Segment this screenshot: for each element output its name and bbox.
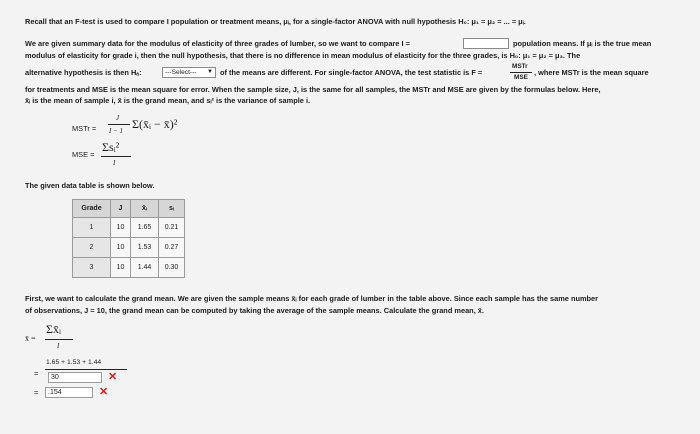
mstr-coef-denominator: I − 1 — [109, 127, 124, 135]
cell-grade: 2 — [73, 238, 111, 258]
f-numerator: MSTr — [512, 63, 528, 70]
cell-s: 0.30 — [159, 258, 185, 278]
denominator-answer-input[interactable]: 30 — [48, 372, 102, 383]
step-numerator: 1.65 + 1.53 + 1.44 — [46, 359, 102, 366]
cell-j: 10 — [111, 218, 131, 238]
mstr-sum: Σ(x̄ᵢ − x̄)² — [132, 117, 178, 131]
step-equals-1: = — [34, 369, 39, 378]
cell-j: 10 — [111, 238, 131, 258]
cell-s: 0.27 — [159, 238, 185, 258]
intro-line-2b: population means. If μᵢ is the true mean — [513, 39, 652, 48]
intro-line-5: for treatments and MSE is the mean square for error. When the sample size, J, is the same for all samples, the MSTr and MSE are given by the formulas below. Here, — [25, 85, 601, 94]
mstr-fraction-bar — [108, 124, 130, 125]
header-grade: Grade — [73, 200, 111, 218]
chevron-down-icon: ▼ — [207, 69, 213, 75]
alternative-select-value: ---Select--- — [165, 69, 197, 76]
mstr-label: MSTr = — [72, 124, 97, 133]
intro-line-6: x̄ᵢ is the mean of sample i, x̄ is the grand mean, and sᵢ² is the variance of sample i. — [25, 96, 311, 105]
table-intro: The given data table is shown below. — [25, 181, 155, 190]
mstr-coef-numerator: J — [116, 114, 120, 122]
intro-line-4c: , where MSTr is the mean square — [534, 68, 649, 77]
cell-xbar: 1.53 — [131, 238, 159, 258]
wrong-mark-icon: ✕ — [99, 386, 109, 398]
cell-j: 10 — [111, 258, 131, 278]
header-j: J — [111, 200, 131, 218]
i-value-input[interactable] — [463, 38, 509, 49]
xbar-label: x̄ = — [25, 334, 36, 343]
table-row — [73, 238, 185, 258]
mse-fraction-bar — [101, 156, 131, 157]
intro-line-3: modulus of elasticity for grade i, then the null hypothesis, that there is no difference in mean modulus of elasticity for the three grades, is H₀: μ₁ = μ₂ = μ₃. The — [25, 51, 581, 60]
step-fraction-bar — [45, 369, 127, 370]
step-equals-2: = — [34, 388, 39, 397]
cell-grade: 3 — [73, 258, 111, 278]
wrong-mark-icon: ✕ — [108, 371, 118, 383]
grand-mean-answer-input[interactable]: .154 — [45, 387, 93, 398]
table-header-row — [73, 200, 185, 218]
cell-s: 0.21 — [159, 218, 185, 238]
xbar-fraction-bar — [45, 339, 73, 340]
table-row — [73, 218, 185, 238]
f-denominator: MSE — [514, 74, 528, 81]
cell-xbar: 1.44 — [131, 258, 159, 278]
table-row — [73, 258, 185, 278]
intro-line-1: Recall that an F-test is used to compare I population or treatment means, μᵢ, for a single-factor ANOVA with null hypothesis H₀: μ₁ = μ₂ = ... = μᵢ. — [25, 17, 526, 26]
grand-mean-text-2: of observations, J = 10, the grand mean can be computed by taking the average of the sample means. Calculate the grand mean, x̄. — [25, 306, 484, 315]
intro-line-4a: alternative hypothesis is then Hₐ: — [25, 68, 142, 77]
header-s: sᵢ — [159, 200, 185, 218]
intro-line-4b: of the means are different. For single-factor ANOVA, the test statistic is F = — [220, 68, 483, 77]
mse-label: MSE = — [72, 150, 95, 159]
xbar-denominator: I — [57, 342, 60, 350]
alternative-select[interactable] — [162, 67, 216, 78]
mse-numerator: Σsᵢ² — [102, 140, 120, 154]
grand-mean-text-1: First, we want to calculate the grand mean. We are given the sample means x̄ᵢ for each grade of lumber in the table above. Since each sample has the same number — [25, 294, 599, 303]
cell-xbar: 1.65 — [131, 218, 159, 238]
data-table — [72, 199, 185, 278]
intro-line-2a: We are given summary data for the modulus of elasticity of three grades of lumber, so we want to compare I = — [25, 39, 410, 48]
cell-grade: 1 — [73, 218, 111, 238]
xbar-sum-numerator: Σx̄ᵢ — [46, 322, 61, 336]
header-xbar: x̄ᵢ — [131, 200, 159, 218]
mse-denominator: I — [113, 159, 116, 167]
